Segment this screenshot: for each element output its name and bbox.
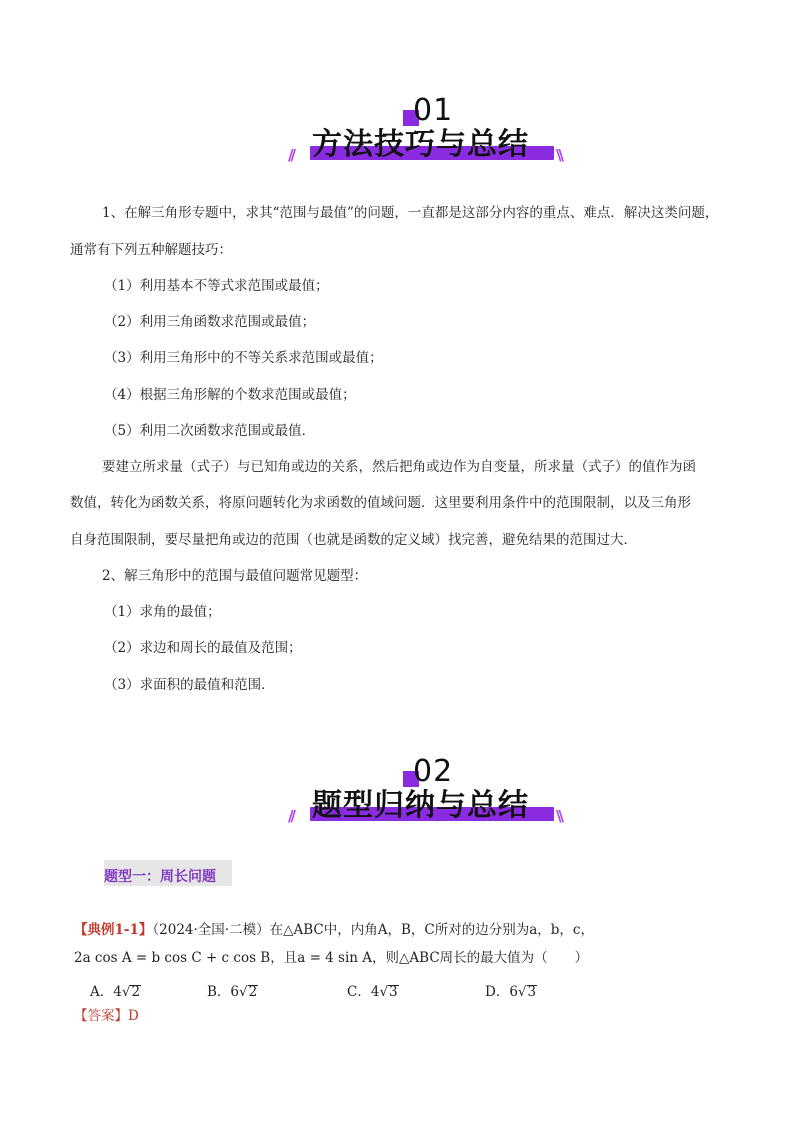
- list-item: （1）利用基本不等式求范围或最值；: [104, 278, 329, 294]
- sqrt-icon: √: [517, 984, 527, 1000]
- list-item: （3）求面积的最值和范围．: [104, 677, 275, 693]
- list-item: （3）利用三角形中的不等关系求范围或最值；: [104, 350, 383, 366]
- paragraph-line: 自身范围限制，要尽量把角或边的范围（也就是函数的定义域）找完善，避免结果的范围过大．: [70, 532, 637, 548]
- list-item: （2）求边和周长的最值及范围；: [104, 640, 302, 656]
- paragraph-line: 通常有下列五种解题技巧：: [70, 242, 232, 258]
- option-c[interactable]: C．4√3: [347, 984, 398, 1000]
- topic-tag: 题型一：周长问题: [104, 869, 216, 885]
- example-condition: 2a cos A = b cos C + c cos B，且a = 4 sin A，则△ABC周长的最大值为（ ）: [74, 950, 589, 966]
- paragraph-line: 1、在解三角形专题中，求其“范围与最值”的问题，一直都是这部分内容的重点、难点．解决这类问题，: [102, 205, 719, 221]
- paragraph-line: 要建立所求量（式子）与已知角或边的关系，然后把角或边作为自变量，所求量（式子）的值作为函: [102, 459, 696, 475]
- example-text: 在△ABC中，内角A，B，C所对的边分别为a，b，c，: [269, 922, 594, 938]
- section-title: 题型归纳与总结: [312, 788, 529, 823]
- sqrt-icon: √: [239, 984, 248, 1000]
- example-source: （2024·全国·二模）: [152, 922, 270, 938]
- option-b[interactable]: B．6√2: [207, 984, 258, 1000]
- option-d[interactable]: D．6√3: [485, 984, 537, 1000]
- section-number: 01: [413, 93, 454, 128]
- list-item: （1）求角的最值；: [104, 604, 221, 620]
- sqrt-icon: √: [379, 984, 389, 1000]
- paragraph-line: 数值，转化为函数关系，将原问题转化为求函数的值域问题．这里要利用条件中的范围限制，以及三角形: [70, 495, 691, 511]
- sqrt-icon: √: [121, 984, 131, 1000]
- example-label: 【典例1-1】: [74, 922, 153, 938]
- answer-value: D: [128, 1008, 139, 1024]
- list-item: （5）利用二次函数求范围或最值．: [104, 423, 316, 439]
- answer-label: 【答案】: [74, 1008, 128, 1024]
- slash-decoration-right: \\: [556, 146, 561, 164]
- option-a[interactable]: A．4√2: [90, 984, 141, 1000]
- slash-decoration-left: //: [288, 807, 293, 825]
- example-line: [74, 924, 594, 938]
- answer-line: [74, 1010, 139, 1024]
- list-item: （4）根据三角形解的个数求范围或最值；: [104, 387, 356, 403]
- slash-decoration-right: \\: [556, 807, 561, 825]
- section-title: 方法技巧与总结: [312, 127, 529, 162]
- section-number: 02: [413, 754, 454, 789]
- slash-decoration-left: //: [288, 146, 293, 164]
- paragraph-line: 2、解三角形中的范围与最值问题常见题型：: [102, 568, 368, 584]
- list-item: （2）利用三角函数求范围或最值；: [104, 314, 316, 330]
